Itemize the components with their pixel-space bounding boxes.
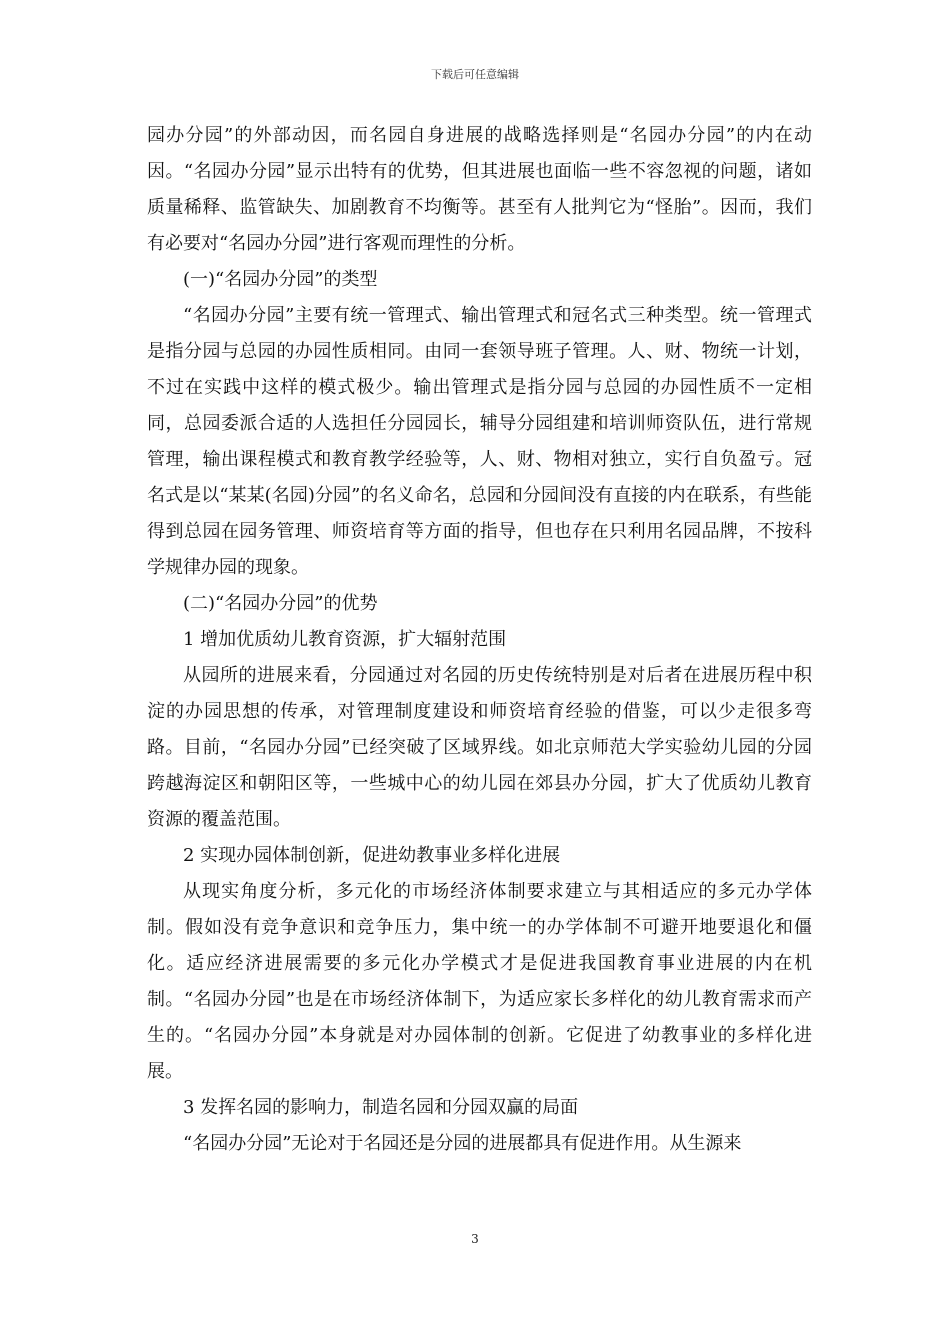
page-header-note: 下载后可任意编辑	[431, 68, 519, 81]
body-text	[147, 118, 812, 1162]
paragraph-advantage-1: 从园所的进展来看，分园通过对名园的历史传统特别是对后者在进展历程中积淀的办园思想的传承，对管理制度建设和师资培育经验的借鉴，可以少走很多弯路。目前，“名园办分园”已经突破了区域界线。如北京师范大学实验幼儿园的分园跨越海淀区和朝阳区等，一些城中心的幼儿园在郊县办分园，扩大了优质幼儿教育资源的覆盖范围。	[147, 665, 812, 830]
subheading-2: 2 实现办园体制创新，促进幼教事业多样化进展	[183, 845, 561, 866]
paragraph-1: 园办分园”的外部动因，而名园自身进展的战略选择则是“名园办分园”的内在动因。“名园办分园”显示出特有的优势，但其进展也面临一些不容忽视的问题，诸如质量稀释、监管缺失、加剧教育不均衡等。甚至有人批判它为“怪胎”。因而，我们有必要对“名园办分园”进行客观而理性的分析。	[147, 125, 812, 254]
subheading-1: 1 增加优质幼儿教育资源，扩大辐射范围	[183, 629, 507, 650]
page-number: 3	[471, 1232, 479, 1246]
subheading-3: 3 发挥名园的影响力，制造名园和分园双赢的局面	[183, 1097, 579, 1118]
paragraph-advantage-3: “名园办分园”无论对于名园还是分园的进展都具有促进作用。从生源来	[183, 1133, 742, 1154]
section-heading-advantages: (二)“名园办分园”的优势	[183, 593, 378, 614]
section-heading-types: (一)“名园办分园”的类型	[183, 269, 378, 290]
paragraph-types: “名园办分园”主要有统一管理式、输出管理式和冠名式三种类型。统一管理式是指分园与总园的办园性质相同。由同一套领导班子管理。人、财、物统一计划，不过在实践中这样的模式极少。输出管理式是指分园与总园的办园性质不一定相同，总园委派合适的人选担任分园园长，辅导分园组建和培训师资队伍，进行常规管理，输出课程模式和教育教学经验等，人、财、物相对独立，实行自负盈亏。冠名式是以“某某(名园)分园”的名义命名，总园和分园间没有直接的内在联系，有些能得到总园在园务管理、师资培育等方面的指导，但也存在只利用名园品牌，不按科学规律办园的现象。	[147, 305, 812, 578]
paragraph-advantage-2: 从现实角度分析，多元化的市场经济体制要求建立与其相适应的多元办学体制。假如没有竞争意识和竞争压力，集中统一的办学体制不可避开地要退化和僵化。适应经济进展需要的多元化办学模式才是促进我国教育事业进展的内在机制。“名园办分园”也是在市场经济体制下，为适应家长多样化的幼儿教育需求而产生的。“名园办分园”本身就是对办园体制的创新。它促进了幼教事业的多样化进展。	[147, 881, 812, 1082]
